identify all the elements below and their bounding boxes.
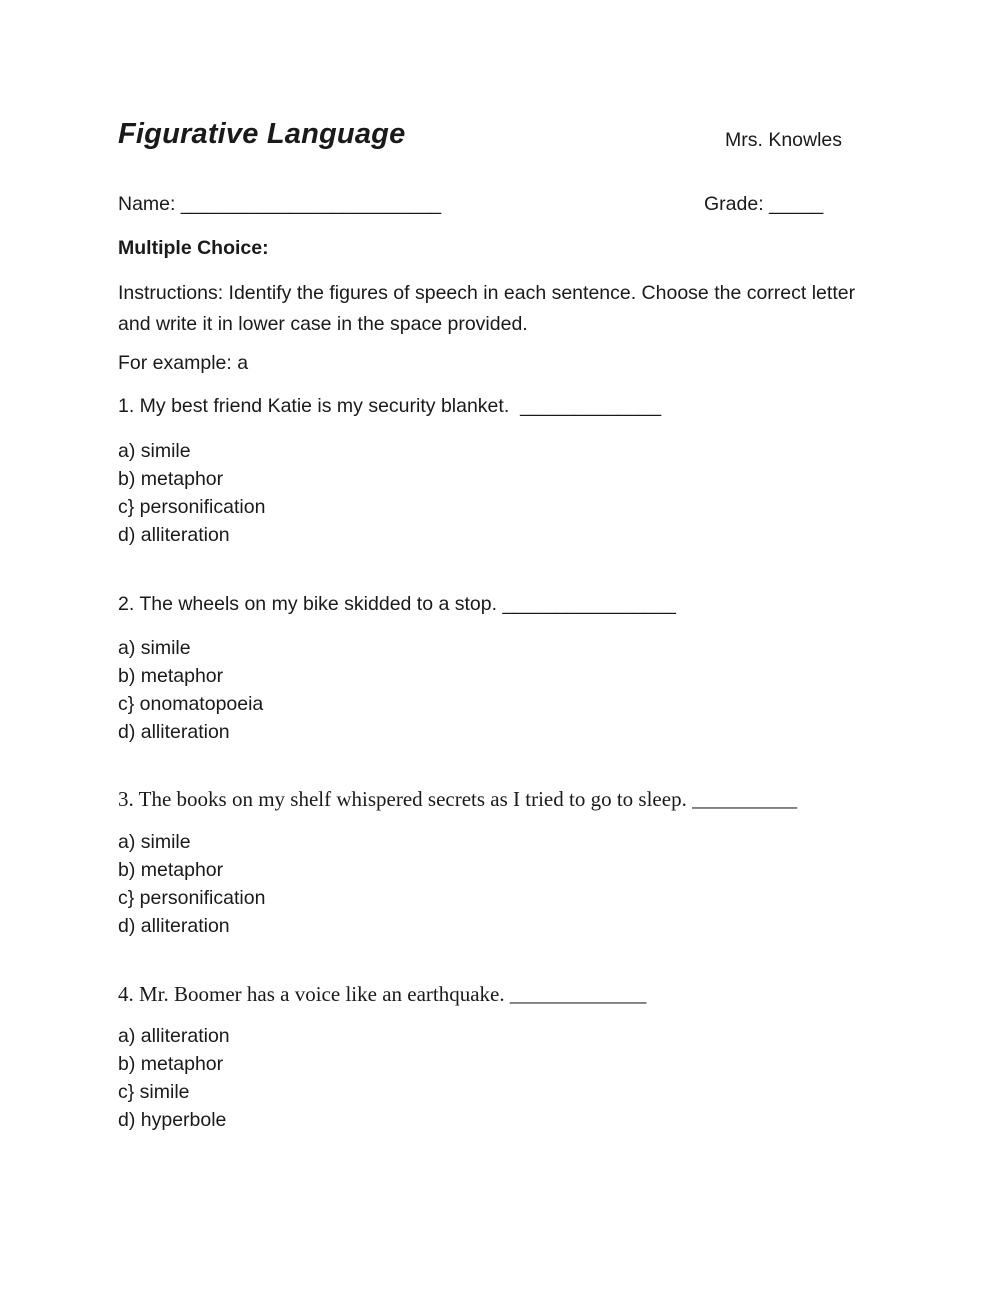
option-a: a) alliteration <box>118 1025 230 1047</box>
option-c: c} personification <box>118 496 266 518</box>
question-4[interactable]: 4. Mr. Boomer has a voice like an earthquake. _____________ <box>118 982 647 1006</box>
option-d: d) alliteration <box>118 915 230 937</box>
option-c: c} personification <box>118 887 266 909</box>
option-b: b) metaphor <box>118 468 224 490</box>
instructions-text: Instructions: Identify the figures of speech in each sentence. Choose the correct letter and write it in lower case in the space provided. <box>118 282 856 335</box>
page-title: Figurative Language <box>118 118 406 150</box>
option-c: c} simile <box>118 1081 190 1103</box>
question-3-options <box>118 828 265 940</box>
example-text: For example: a <box>118 352 249 374</box>
option-d: d) hyperbole <box>118 1109 227 1131</box>
option-a: a) simile <box>118 440 191 462</box>
question-1[interactable]: 1. My best friend Katie is my security blanket. _____________ <box>118 395 662 417</box>
student-name-field[interactable]: Name: ________________________ <box>118 193 442 215</box>
grade-field[interactable]: Grade: _____ <box>704 193 824 215</box>
option-b: b) metaphor <box>118 665 224 687</box>
option-b: b) metaphor <box>118 859 224 881</box>
option-c: c} onomatopoeia <box>118 693 264 715</box>
question-1-options <box>118 437 265 549</box>
option-d: d) alliteration <box>118 524 230 546</box>
teacher-name: Mrs. Knowles <box>725 129 843 151</box>
option-b: b) metaphor <box>118 1053 224 1075</box>
question-2-options <box>118 634 263 746</box>
option-a: a) simile <box>118 831 191 853</box>
question-4-options <box>118 1022 230 1134</box>
question-3[interactable]: 3. The books on my shelf whispered secrets as I tried to go to sleep. __________ <box>118 787 798 811</box>
option-a: a) simile <box>118 637 191 659</box>
option-d: d) alliteration <box>118 721 230 743</box>
question-2[interactable]: 2. The wheels on my bike skidded to a stop. ________________ <box>118 593 676 615</box>
section-heading: Multiple Choice: <box>118 237 269 259</box>
